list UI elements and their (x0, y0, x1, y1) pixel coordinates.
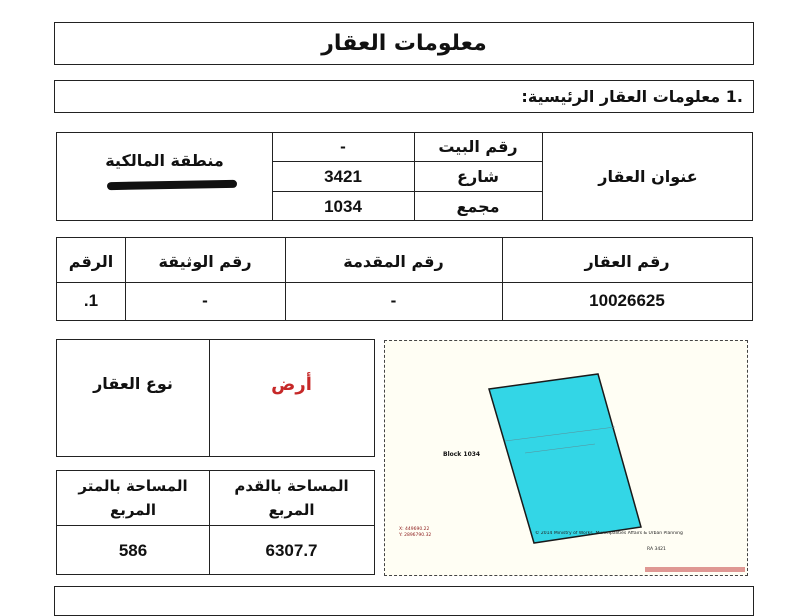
property-type-value: أرض (271, 374, 312, 395)
block-value: 1034 (324, 197, 362, 216)
sqm-label-line1: المساحة بالمتر (78, 477, 188, 495)
sqft-label-line1: المساحة بالقدم (234, 477, 349, 495)
property-number-value: 10026625 (589, 291, 665, 310)
address-label: عنوان العقار (598, 167, 698, 186)
road-value: 3421 (324, 167, 362, 186)
introduction-number-value: - (390, 291, 397, 310)
header-number: الرقم (68, 252, 114, 271)
block-label: مجمع (456, 197, 500, 216)
road-label: شارع (457, 167, 499, 186)
parcel-map (384, 340, 748, 576)
map-copyright: © 2014 Ministry of Works, Municipalities Affairs & Urban Planning (535, 531, 683, 536)
section-heading-box (54, 80, 754, 113)
property-type-label: نوع العقار (93, 374, 173, 393)
map-block-label: Block 1034 (443, 451, 481, 458)
property-number-table (56, 237, 753, 321)
house-number-label: رقم البيت (438, 137, 518, 156)
map-road-label: RA 3421 (647, 547, 666, 552)
map-coord-x: X: 449690.22 (399, 527, 430, 532)
document-number-value: - (202, 291, 208, 310)
row-number-value: 1. (83, 291, 99, 310)
parcel-polygon (489, 374, 641, 543)
section-title: .1 معلومات العقار الرئيسية: (521, 87, 743, 106)
header-document-number: رقم الوثيقة (158, 252, 252, 271)
address-table (56, 132, 753, 221)
header-property-number: رقم العقار (584, 252, 670, 271)
sqft-label-line2: المربع (268, 501, 315, 519)
area-table (56, 470, 375, 575)
next-section-box (54, 586, 754, 616)
title-box (54, 22, 754, 65)
sqm-value: 586 (118, 541, 148, 560)
page-title: معلومات العقار (321, 31, 487, 56)
redaction-mark (107, 180, 237, 190)
property-type-box (56, 339, 375, 457)
area-name: منطقة المالكية (105, 151, 224, 170)
sqft-value: 6307.7 (265, 541, 318, 560)
sqm-label-line2: المربع (109, 501, 157, 519)
header-introduction-number: رقم المقدمة (343, 252, 444, 271)
parcel-map-drawing (385, 341, 747, 575)
map-footer-stamp (645, 567, 745, 572)
house-number-value: - (340, 137, 346, 156)
map-coord-y: Y: 2896790.32 (399, 533, 432, 538)
